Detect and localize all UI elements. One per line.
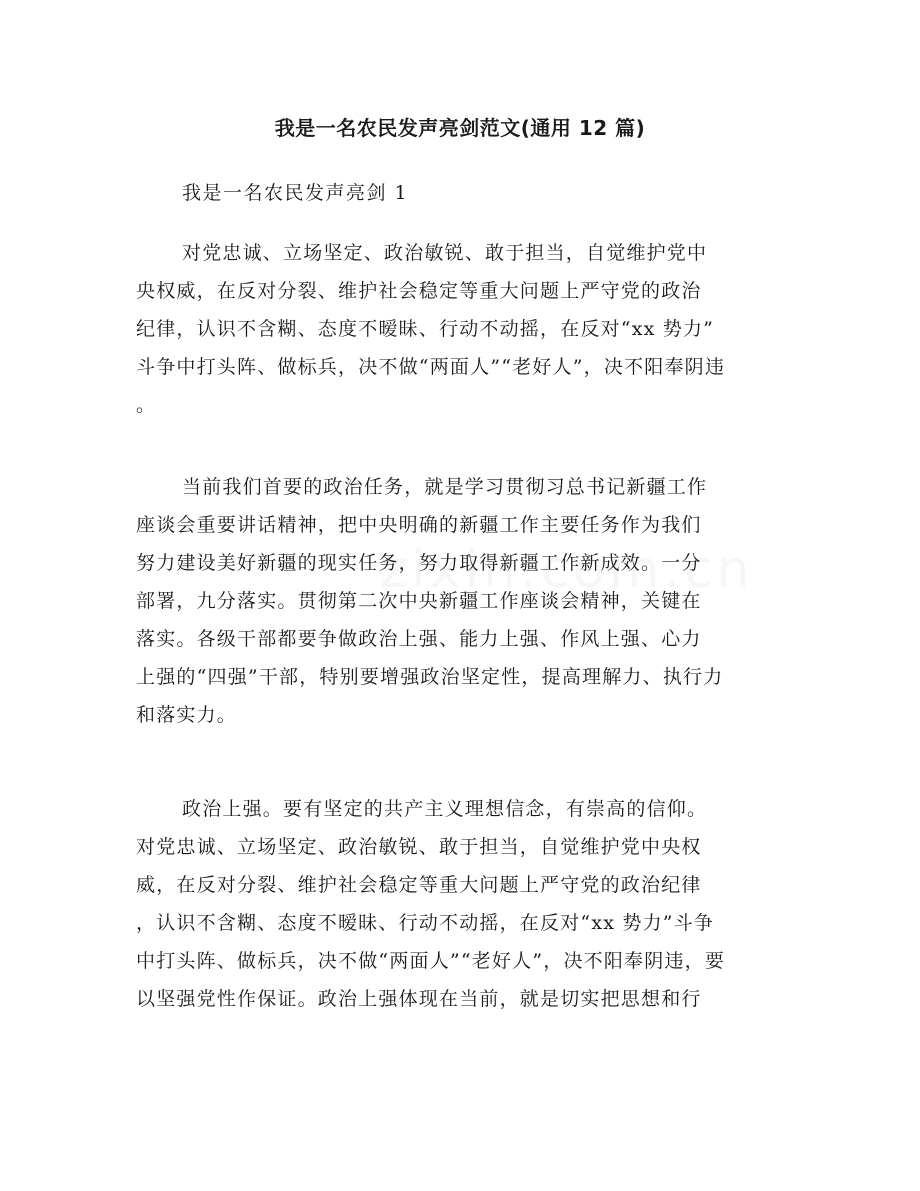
paragraph-line: 上强的“四强”干部，特别要增强政治坚定性，提高理解力、执行力 [136,666,724,688]
paragraph-line: 部署，九分落实。贯彻第二次中央新疆工作座谈会精神，关键在 [136,590,702,612]
paragraph-line: 座谈会重要讲话精神，把中央明确的新疆工作主要任务作为我们 [136,514,702,536]
paragraph-line: 当前我们首要的政治任务，就是学习贯彻习总书记新疆工作 [182,476,708,498]
paragraph-line: ，认识不含糊、态度不暧昧、行动不动摇，在反对“xx 势力”斗争 [136,912,715,934]
paragraph-line: 对党忠诚、立场坚定、政治敏锐、敢于担当，自觉维护党中央权 [136,836,702,858]
paragraph-line: 央权威，在反对分裂、维护社会稳定等重大问题上严守党的政治 [136,280,702,302]
paragraph-line: 和落实力。 [136,704,238,726]
section-heading: 我是一名农民发声亮剑 1 [182,182,409,204]
paragraph-line: 政治上强。要有坚定的共产主义理想信念，有崇高的信仰。 [182,798,708,820]
paragraph-line: 以坚强党性作保证。政治上强体现在当前，就是切实把思想和行 [136,988,702,1010]
paragraph-1 [136,234,786,424]
paragraph-line: 纪律，认识不含糊、态度不暧昧、行动不动摇，在反对“xx 势力” [136,318,715,340]
paragraph-line: 对党忠诚、立场坚定、政治敏锐、敢于担当，自觉维护党中 [182,242,708,264]
paragraph-line: 中打头阵、做标兵，决不做“两面人”“老好人”，决不阳奉阴违，要 [136,950,726,972]
paragraph-line: 。 [136,394,157,416]
paragraph-line: 努力建设美好新疆的现实任务，努力取得新疆工作新成效。一分 [136,552,702,574]
paragraph-3 [136,790,786,1018]
paragraph-line: 威，在反对分裂、维护社会稳定等重大问题上严守党的政治纪律 [136,874,702,896]
document-title: 我是一名农民发声亮剑范文(通用 12 篇) [274,116,646,140]
paragraph-line: 落实。各级干部都要争做政治上强、能力上强、作风上强、心力 [136,628,702,650]
paragraph-line: 斗争中打头阵、做标兵，决不做“两面人”“老好人”，决不阳奉阴违 [136,356,726,378]
paragraph-2 [136,468,786,734]
